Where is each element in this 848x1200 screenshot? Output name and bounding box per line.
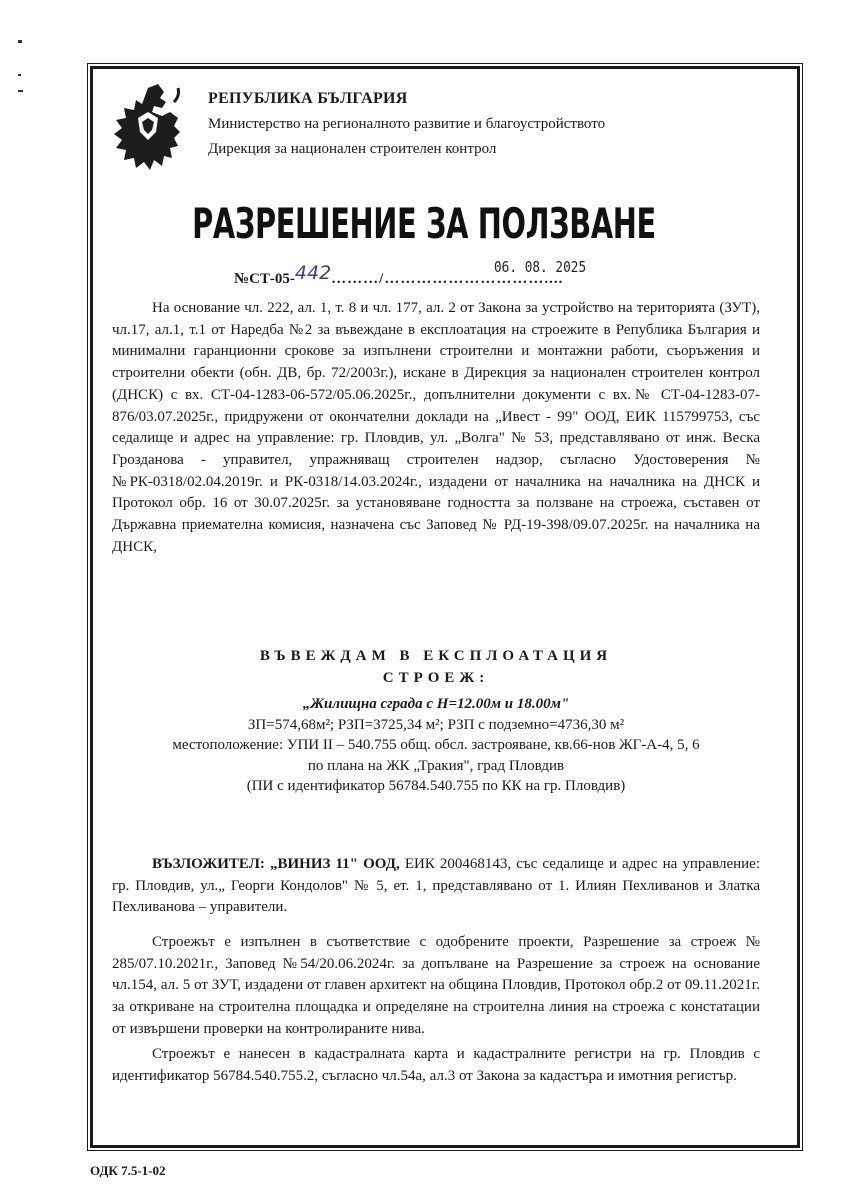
date-dots: ………………………….... [384,271,564,287]
date-stamp: 06. 08. 2025 [494,258,587,276]
number-dots: ………/ [331,271,385,287]
ministry-name: Министерство на регионалното развитие и благоустройството [208,116,606,132]
scan-mark [18,40,22,43]
legal-basis-paragraph: На основание чл. 222, ал. 1, т. 8 и чл. 177, ал. 2 от Закона за устройство на територията (ЗУТ), чл.17, ал.1, т.1 от Наредба №2 за въвеждане в експлоатация на строежите в Република България и минимални гаранционни срокове за изпълнени строителни и монтажни работи, съоръжения и строителни обекти (обн. ДВ, бр. 72/2003г.), искане в Дирекция за национален строителен контрол (ДНСК) с вх. СТ-04-1283-06-572/05.06.2025г., допълнителни документи с вх.№ СТ-04-1283-07-876/03.07.2025г., придружени от окончателни доклади на „Ивест - 99" ООД, ЕИК 115799753, със седалище и адрес на управление: гр. Пловдив, ул. „Волга" № 53, представлявано от инж. Веска Грозданова - управител, упражняващ строителен надзор, съгласно Удостоверения №№РК-0318/02.04.2019г. и РК-0318/14.03.2024г., издадени от началника на началника на ДНСК и Протокол обр. 16 от 30.07.2025г. за установяване годността за ползване на строежа, съставен от Държавна приемателна комисия, назначена със Заповед № РД-19-398/09.07.2025г. на началника на ДНСК, [112,300,760,555]
compliance-paragraph: Строежът е изпълнен в съответствие с одобрените проекти, Разрешение за строеж № 285/07.10.2021г., Заповед №54/20.06.2024г. за допълване на Разрешение за строеж на основание чл.154, ал. 5 от ЗУТ, издадени от главен архитект на община Пловдив, Протокол обр.2 от 09.11.2021г. за откриване на строителна площадка и определяне на строителна линия на строежа с констатации от извършени проверки на контролираните нива. [112,934,760,1037]
enactment-line: ВЪВЕЖДАМ В ЕКСПЛОАТАЦИЯ [259,648,613,664]
republic-heading: РЕПУБЛИКА БЪЛГАРИЯ [208,90,408,107]
object-areas: ЗП=574,68м²; РЗП=3725,34 м²; РЗП с подземно=4736,30 м² [247,716,625,733]
handwritten-number: 442 [294,262,332,284]
scan-mark [18,74,21,76]
object-description [112,694,760,797]
object-plan: по плана на ЖК „Тракия", град Пловдив [307,757,565,774]
assignor-label: ВЪЗЛОЖИТЕЛ: „ВИНИЗ 11" ООД, [152,856,400,872]
enactment-heading [112,645,760,689]
enactment-object-label: СТРОЕЖ: [382,670,490,686]
directorate-name: Дирекция за национален строителен контрол [208,141,497,157]
object-name: „Жилищна сграда с Н=12.00м и 18.00м" [302,696,570,712]
form-code: ОДК 7.5-1-02 [90,1163,166,1178]
assignor-details: ЕИК 200468143, със седалище и адрес на управление: гр. Пловдив, ул.„ Георги Кондолов" № 5, ет. 1, представлявано от 1. Илиян Пехливанов и Златка Пехливанова – управители. [112,856,760,916]
object-location: местоположение: УПИ II – 540.755 общ. обсл. застрояване, кв.66-нов ЖГ-А-4, 5, 6 [172,737,700,753]
scan-mark [18,90,23,92]
assignor-paragraph [112,854,760,919]
coat-of-arms-icon [108,82,188,174]
number-prefix: №СТ-05- [234,271,295,287]
document-title: РАЗРЕШЕНИЕ ЗА ПОЛЗВАНЕ [192,200,656,249]
cadastre-paragraph: Строежът е нанесен в кадастралната карта и кадастралните регистри на гр. Пловдив с идентификатор 56784.540.755.2, съгласно чл.54а, ал.3 от Закона за кадастъра и имотния регистър. [112,1046,760,1084]
object-identifier: (ПИ с идентификатор 56784.540.755 по КК на гр. Пловдив) [246,778,626,794]
